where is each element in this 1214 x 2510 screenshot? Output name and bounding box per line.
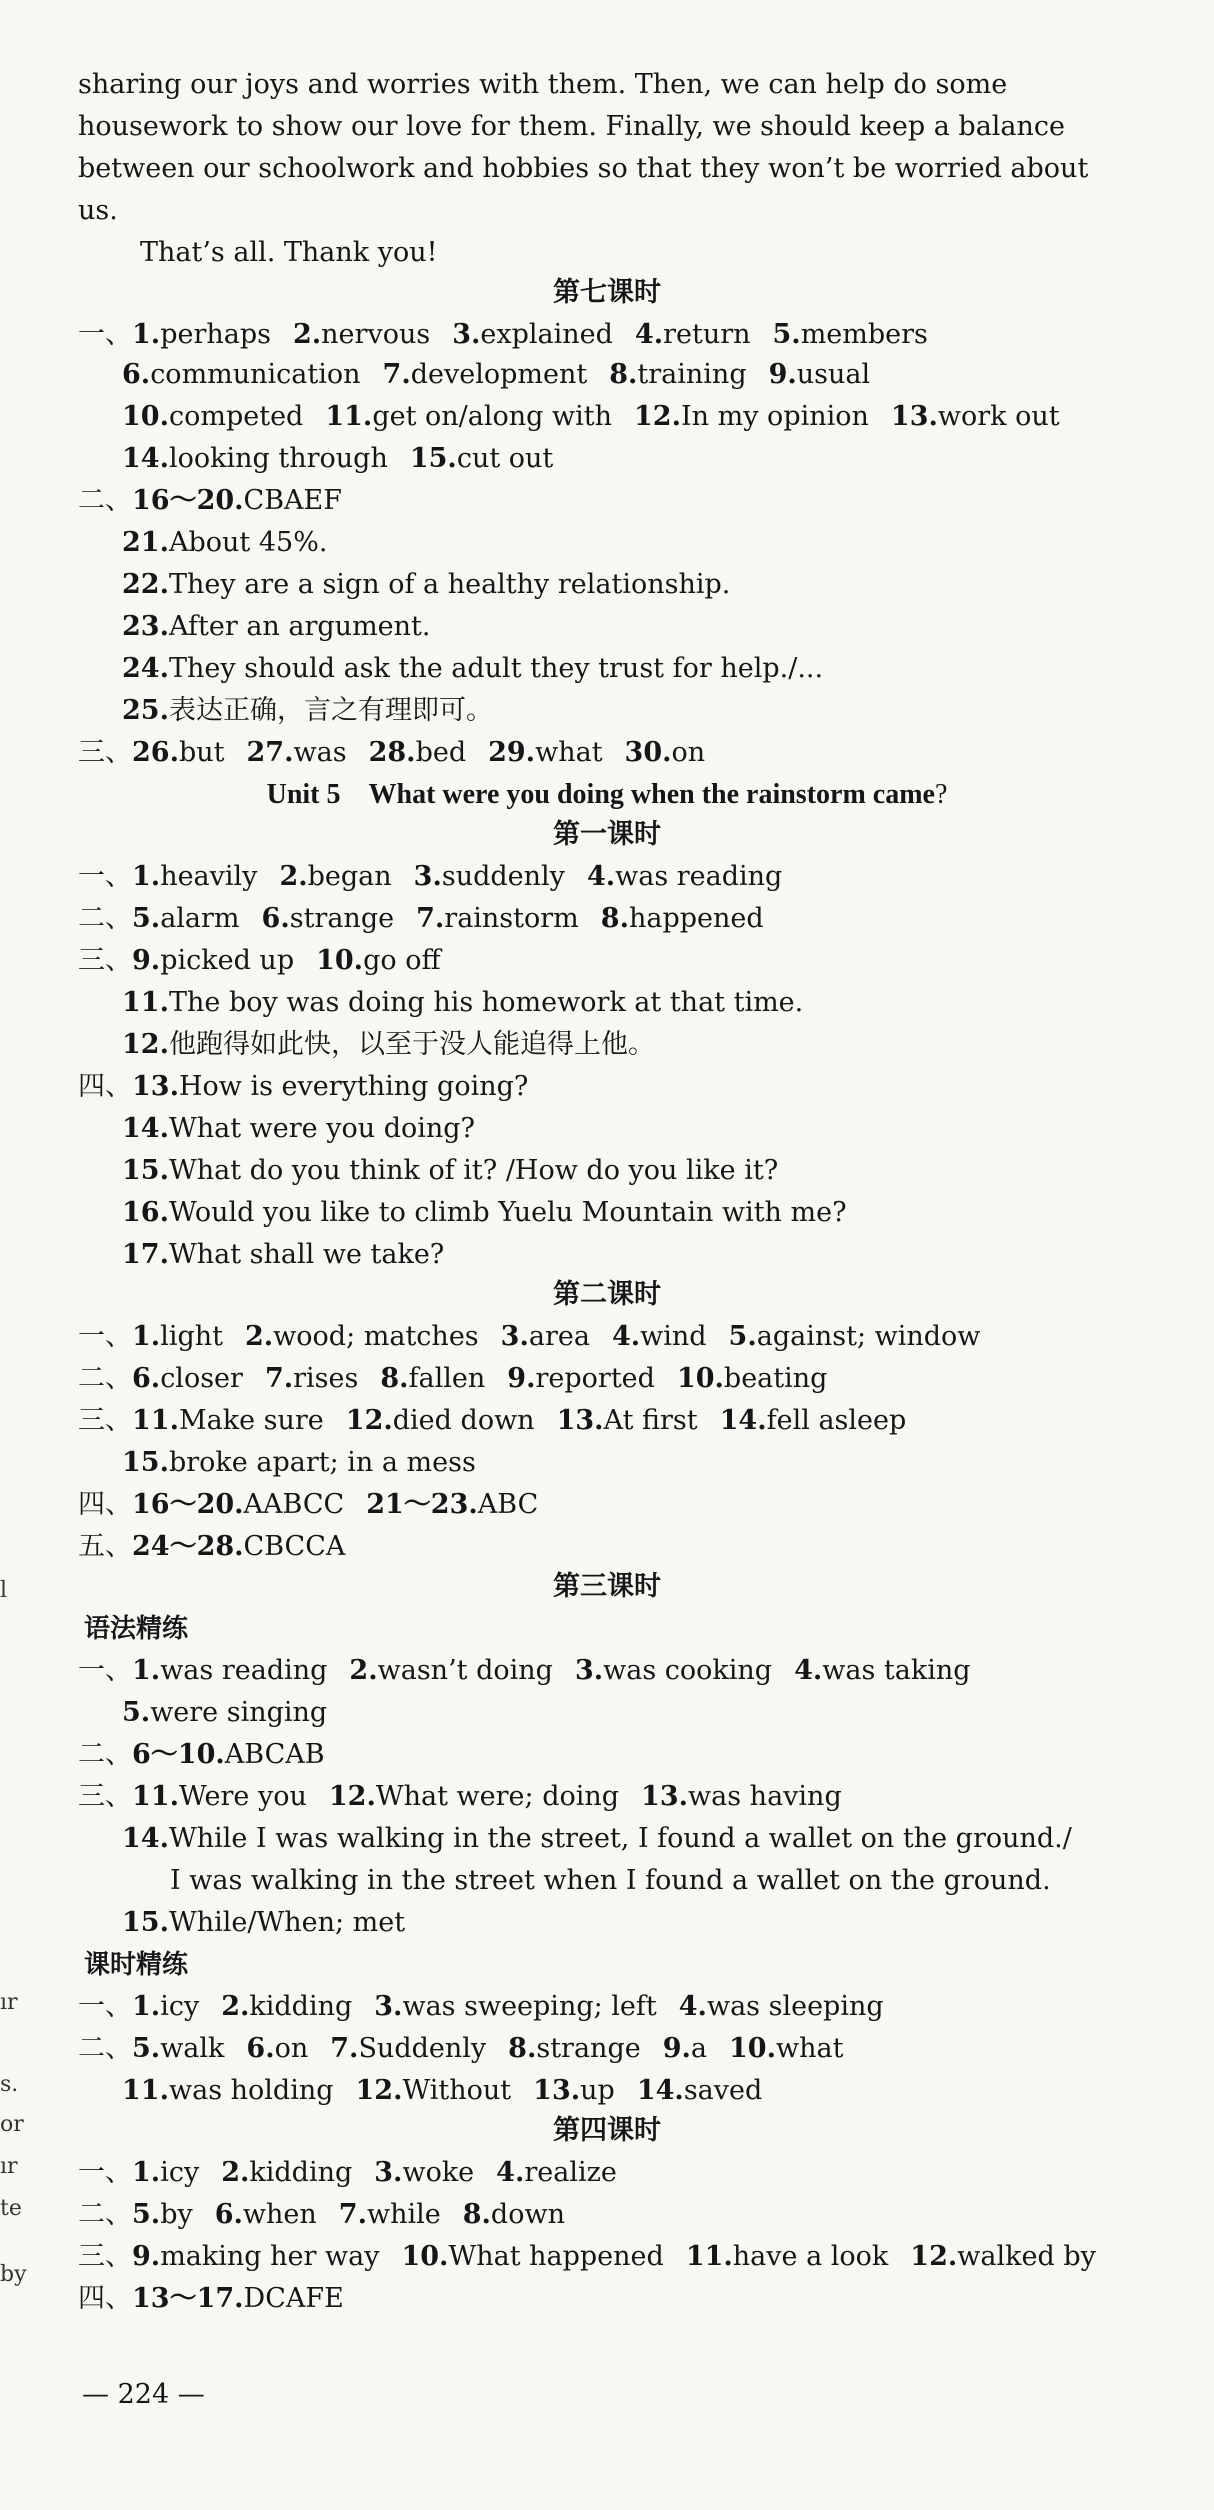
item-num: 6.: [261, 903, 290, 934]
s1-part1: [78, 860, 782, 894]
item-num: 13.: [132, 1071, 179, 1102]
item-ans: While I was walking in the street, I found a wallet on the ground./: [168, 1823, 1072, 1854]
item-ans: have a look: [732, 2241, 889, 2272]
s3-g2: [78, 1738, 325, 1772]
item-ans: happened: [628, 903, 764, 934]
item-ans: a: [690, 2033, 708, 2064]
item-num: 17.: [122, 1239, 169, 1270]
section-heading-lesson7: 第七课时: [553, 277, 661, 308]
item-ans: Were you: [178, 1781, 307, 1812]
item-ans: on: [274, 2033, 309, 2064]
item-ans: The boy was doing his homework at that time.: [168, 987, 804, 1018]
item-ans: fell asleep: [766, 1405, 907, 1436]
item-ans: wood; matches: [273, 1321, 479, 1352]
item-ans: What shall we take?: [168, 1239, 445, 1270]
item-num: 8.: [600, 903, 629, 934]
part-label: 四、: [78, 1489, 132, 1520]
item-num: 5.: [132, 2199, 161, 2230]
s7-part2-range: [78, 484, 342, 518]
s2-part1: [78, 1320, 980, 1354]
item-ans: against; window: [756, 1321, 981, 1352]
item-ans: rainstorm: [444, 903, 579, 934]
item-ans: was cooking: [603, 1655, 773, 1686]
item-ans: work out: [937, 401, 1060, 432]
item-num: 5.: [772, 319, 801, 350]
item-num: 11.: [122, 2075, 169, 2106]
item-ans: 表达正确，言之有理即可。: [168, 695, 493, 726]
unit-title: [0, 778, 1214, 812]
item-num: 5.: [132, 903, 161, 934]
item-num: 11.: [122, 987, 169, 1018]
item-num: 9.: [507, 1363, 536, 1394]
item-ans: when: [242, 2199, 317, 2230]
item-num: 6.: [246, 2033, 275, 2064]
item-num: 2.: [221, 1991, 250, 2022]
item-num: 14.: [636, 2075, 684, 2106]
item-ans: go off: [363, 945, 441, 976]
item-num: 2.: [221, 2157, 250, 2188]
item-ans: Suddenly: [358, 2033, 487, 2064]
item-ans: was taking: [822, 1655, 971, 1686]
range-num: 16～20.: [132, 485, 244, 516]
range-num: 13～17.: [132, 2283, 244, 2314]
item-num: 29.: [488, 737, 536, 768]
item-ans: was holding: [168, 2075, 334, 2106]
item-ans: perhaps: [160, 319, 271, 350]
intro-line-3: between our schoolwork and hobbies so that they won’t be worried about: [78, 153, 1089, 184]
margin-fragment: ır: [0, 2154, 18, 2179]
item-num: 13.: [533, 2075, 581, 2106]
s3-g1: [78, 1654, 971, 1688]
part-label: 四、: [78, 2283, 132, 2314]
part-label: 一、: [78, 1321, 132, 1352]
s1-q14: [122, 1112, 475, 1146]
item-ans: communication: [150, 359, 361, 390]
item-ans: They are a sign of a healthy relationship.: [168, 569, 731, 600]
item-ans: Without: [402, 2075, 512, 2106]
range-ans: DCAFE: [243, 2283, 344, 2314]
item-num: 10.: [676, 1363, 724, 1394]
s3-q14b: I was walking in the street when I found a wallet on the ground.: [170, 1865, 1051, 1896]
item-num: 14.: [719, 1405, 767, 1436]
section-heading-lesson1: 第一课时: [553, 819, 661, 850]
item-ans: icy: [160, 1991, 200, 2022]
item-ans: nervous: [321, 319, 431, 350]
s2-q15: [122, 1446, 476, 1480]
item-num: 2.: [349, 1655, 378, 1686]
part-label: 三、: [78, 945, 132, 976]
item-ans: down: [490, 2199, 565, 2230]
item-ans: was having: [688, 1781, 842, 1812]
part-label: 二、: [78, 1739, 132, 1770]
range-num: 16～20.: [132, 1489, 244, 1520]
item-num: 9.: [132, 2241, 161, 2272]
item-ans: return: [663, 319, 751, 350]
item-ans: 他跑得如此快，以至于没人能追得上他。: [168, 1029, 655, 1060]
item-num: 11.: [132, 1405, 179, 1436]
item-num: 9.: [768, 359, 797, 390]
s7-part1-row3: [122, 400, 1060, 434]
item-ans: wasn’t doing: [377, 1655, 553, 1686]
s1-q15: [122, 1154, 778, 1188]
subheading-grammar: 语法精练: [84, 1614, 189, 1644]
item-num: 13.: [890, 401, 938, 432]
part-label: 一、: [78, 2157, 132, 2188]
item-num: 8.: [462, 2199, 491, 2230]
item-num: 3.: [500, 1321, 529, 1352]
item-num: 12.: [634, 401, 681, 432]
item-num: 12.: [345, 1405, 393, 1436]
item-num: 8.: [508, 2033, 537, 2064]
item-ans: was: [293, 737, 347, 768]
item-num: 28.: [368, 737, 416, 768]
s4-part2: [78, 2198, 565, 2232]
item-num: 3.: [374, 1991, 403, 2022]
item-num: 13.: [641, 1781, 689, 1812]
item-num: 7.: [330, 2033, 359, 2064]
s7-part1-row4: [122, 442, 553, 476]
s1-part2: [78, 902, 764, 936]
item-num: 9.: [662, 2033, 691, 2064]
item-num: 15.: [122, 1907, 169, 1938]
s3-g1-row2: [122, 1696, 327, 1730]
item-ans: kidding: [249, 1991, 353, 2022]
s2-part5: [78, 1530, 345, 1564]
item-ans: area: [528, 1321, 590, 1352]
item-num: 2.: [279, 861, 308, 892]
s3-k1: [78, 1990, 884, 2024]
item-num: 1.: [132, 2157, 161, 2188]
item-num: 15.: [122, 1447, 169, 1478]
item-ans: development: [410, 359, 588, 390]
item-ans: walk: [160, 2033, 225, 2064]
part-label: 二、: [78, 2033, 132, 2064]
item-ans: what: [776, 2033, 844, 2064]
item-num: 15.: [409, 443, 457, 474]
range-num: 6～10.: [132, 1739, 225, 1770]
part-label: 一、: [78, 319, 132, 350]
item-num: 4.: [634, 319, 664, 350]
item-num: 11.: [132, 1781, 179, 1812]
item-num: 22.: [122, 569, 169, 600]
s7-q22: [122, 568, 730, 602]
item-ans: walked by: [957, 2241, 1096, 2272]
item-ans: while: [366, 2199, 441, 2230]
item-num: 12.: [355, 2075, 403, 2106]
item-num: 1.: [132, 1321, 161, 1352]
item-ans: What happened: [448, 2241, 664, 2272]
item-ans: was sleeping: [706, 1991, 884, 2022]
item-ans: competed: [168, 401, 304, 432]
item-ans: fallen: [408, 1363, 486, 1394]
s7-q21: [122, 526, 327, 560]
page-number: — 224 —: [82, 2379, 205, 2410]
s7-part1-row1: [78, 318, 928, 352]
item-ans: began: [307, 861, 392, 892]
item-num: 8.: [380, 1363, 409, 1394]
margin-fragment: te: [0, 2196, 22, 2221]
item-num: 11.: [325, 401, 373, 432]
item-ans: on: [671, 737, 706, 768]
s2-part3: [78, 1404, 906, 1438]
item-ans: was reading: [160, 1655, 328, 1686]
item-ans: light: [160, 1321, 223, 1352]
range-ans: AABCC: [243, 1489, 345, 1520]
part-label: 三、: [78, 2241, 132, 2272]
item-ans: While/When; met: [168, 1907, 406, 1938]
item-num: 23.: [122, 611, 169, 642]
item-num: 5.: [728, 1321, 757, 1352]
s1-part3: [78, 944, 441, 978]
item-ans: What do you think of it? /How do you like it?: [168, 1155, 779, 1186]
item-ans: kidding: [249, 2157, 353, 2188]
range-ans: ABC: [477, 1489, 539, 1520]
part-label: 一、: [78, 861, 132, 892]
item-num: 2.: [244, 1321, 274, 1352]
item-ans: icy: [160, 2157, 200, 2188]
unit-title-qmark: ?: [934, 779, 948, 810]
item-ans: broke apart; in a mess: [168, 1447, 476, 1478]
item-ans: was reading: [615, 861, 783, 892]
item-num: 24.: [122, 653, 169, 684]
section-heading-lesson3: 第三课时: [553, 1571, 661, 1602]
intro-closing: That’s all. Thank you!: [140, 237, 438, 268]
item-num: 4.: [496, 2157, 525, 2188]
item-ans: picked up: [160, 945, 295, 976]
item-num: 14.: [122, 1823, 169, 1854]
s1-q12: [122, 1028, 655, 1062]
s7-q25: [122, 694, 493, 728]
item-num: 6.: [122, 359, 151, 390]
range-ans: CBAEF: [243, 485, 342, 516]
item-num: 6.: [214, 2199, 243, 2230]
item-num: 14.: [122, 443, 169, 474]
item-ans: but: [178, 737, 225, 768]
item-num: 4.: [794, 1655, 823, 1686]
item-num: 27.: [246, 737, 294, 768]
range-ans: CBCCA: [243, 1531, 346, 1562]
item-num: 16.: [122, 1197, 169, 1228]
item-num: 7.: [382, 359, 411, 390]
item-num: 5.: [132, 2033, 161, 2064]
margin-fragment: by: [0, 2262, 27, 2287]
s7-q23: [122, 610, 430, 644]
margin-fragment: l: [0, 1578, 8, 1603]
item-ans: were singing: [150, 1697, 328, 1728]
item-ans: reported: [535, 1363, 655, 1394]
s4-part4: [78, 2282, 344, 2316]
item-num: 11.: [685, 2241, 733, 2272]
item-num: 5.: [122, 1697, 151, 1728]
subheading-practice: 课时精练: [84, 1950, 189, 1980]
item-ans: suddenly: [441, 861, 565, 892]
item-num: 1.: [132, 861, 161, 892]
item-ans: alarm: [160, 903, 240, 934]
s1-q11: [122, 986, 803, 1020]
item-num: 3.: [574, 1655, 604, 1686]
item-num: 2.: [292, 319, 322, 350]
item-num: 14.: [122, 1113, 169, 1144]
item-ans: making her way: [160, 2241, 380, 2272]
item-num: 12.: [122, 1029, 169, 1060]
item-num: 12.: [328, 1781, 376, 1812]
item-num: 10.: [122, 401, 169, 432]
part-label: 一、: [78, 1991, 132, 2022]
item-num: 26.: [132, 737, 179, 768]
s7-part1-row2: [122, 358, 870, 392]
range-num: 21～23.: [366, 1489, 478, 1520]
intro-line-1: sharing our joys and worries with them. Then, we can help do some: [78, 69, 1008, 100]
item-ans: Make sure: [178, 1405, 324, 1436]
part-label: 二、: [78, 485, 132, 516]
item-ans: beating: [723, 1363, 828, 1394]
item-num: 1.: [132, 1655, 161, 1686]
item-num: 21.: [122, 527, 169, 558]
s2-part2: [78, 1362, 827, 1396]
item-ans: bed: [415, 737, 467, 768]
item-num: 3.: [413, 861, 442, 892]
section-heading-lesson4: 第四课时: [553, 2115, 661, 2146]
item-num: 10.: [316, 945, 364, 976]
item-ans: strange: [289, 903, 395, 934]
item-ans: strange: [536, 2033, 641, 2064]
range-ans: ABCAB: [224, 1739, 325, 1770]
part-label: 一、: [78, 1655, 132, 1686]
item-num: 3.: [452, 319, 481, 350]
s1-part4-q13: [78, 1070, 528, 1104]
item-ans: up: [580, 2075, 615, 2106]
item-ans: rises: [293, 1363, 359, 1394]
part-label: 三、: [78, 737, 132, 768]
item-ans: woke: [402, 2157, 475, 2188]
item-ans: In my opinion: [680, 401, 869, 432]
part-label: 三、: [78, 1781, 132, 1812]
item-ans: How is everything going?: [178, 1071, 529, 1102]
item-num: 10.: [729, 2033, 776, 2064]
item-ans: explained: [480, 319, 613, 350]
item-num: 15.: [122, 1155, 169, 1186]
item-num: 3.: [374, 2157, 403, 2188]
s1-q17: [122, 1238, 444, 1272]
margin-fragment: ır: [0, 1990, 18, 2015]
item-num: 9.: [132, 945, 161, 976]
item-num: 7.: [416, 903, 445, 934]
s3-q15: [122, 1906, 405, 1940]
item-ans: saved: [683, 2075, 763, 2106]
item-num: 12.: [910, 2241, 958, 2272]
section-heading-lesson2: 第二课时: [553, 1279, 661, 1310]
s7-q24: [122, 652, 823, 686]
s3-k2-row2: [122, 2074, 762, 2108]
s2-part4: [78, 1488, 538, 1522]
item-ans: get on/along with: [372, 401, 612, 432]
part-label: 三、: [78, 1405, 132, 1436]
range-num: 24～28.: [132, 1531, 244, 1562]
item-num: 1.: [132, 319, 161, 350]
item-num: 6.: [132, 1363, 161, 1394]
item-num: 13.: [556, 1405, 604, 1436]
s4-part3: [78, 2240, 1096, 2274]
item-num: 4.: [586, 861, 616, 892]
item-ans: heavily: [160, 861, 258, 892]
item-ans: At first: [603, 1405, 698, 1436]
part-label: 二、: [78, 1363, 132, 1394]
part-label: 四、: [78, 1071, 132, 1102]
part-label: 二、: [78, 903, 132, 934]
item-ans: What were; doing: [375, 1781, 620, 1812]
item-num: 4.: [678, 1991, 707, 2022]
item-num: 7.: [264, 1363, 294, 1394]
item-num: 30.: [624, 737, 672, 768]
s7-part3: [78, 736, 705, 770]
s3-g3: [78, 1780, 842, 1814]
item-ans: cut out: [456, 443, 554, 474]
item-ans: by: [160, 2199, 193, 2230]
part-label: 二、: [78, 2199, 132, 2230]
item-ans: training: [637, 359, 747, 390]
intro-line-2: housework to show our love for them. Finally, we should keep a balance: [78, 111, 1066, 142]
item-num: 4.: [611, 1321, 641, 1352]
item-ans: looking through: [168, 443, 388, 474]
s3-q14a: [122, 1822, 1072, 1856]
item-ans: After an argument.: [168, 611, 431, 642]
margin-fragment: or: [0, 2112, 24, 2137]
unit-title-text: Unit 5 What were you doing when the rainstorm came: [266, 779, 935, 810]
s4-part1: [78, 2156, 617, 2190]
item-num: 7.: [338, 2199, 367, 2230]
item-num: 25.: [122, 695, 169, 726]
intro-line-4: us.: [78, 195, 118, 226]
s3-k2: [78, 2032, 843, 2066]
item-ans: About 45%.: [168, 527, 328, 558]
item-ans: wind: [640, 1321, 707, 1352]
margin-fragment: s.: [0, 2072, 19, 2097]
item-num: 10.: [401, 2241, 449, 2272]
item-ans: died down: [392, 1405, 535, 1436]
s1-q16: [122, 1196, 847, 1230]
item-ans: was sweeping; left: [402, 1991, 657, 2022]
item-ans: what: [535, 737, 603, 768]
item-ans: usual: [796, 359, 871, 390]
item-num: 1.: [132, 1991, 161, 2022]
item-ans: closer: [160, 1363, 243, 1394]
item-ans: What were you doing?: [168, 1113, 476, 1144]
item-num: 8.: [609, 359, 638, 390]
item-ans: realize: [524, 2157, 617, 2188]
item-ans: They should ask the adult they trust for help./...: [168, 653, 824, 684]
part-label: 五、: [78, 1531, 132, 1562]
item-ans: members: [800, 319, 928, 350]
item-ans: Would you like to climb Yuelu Mountain with me?: [168, 1197, 847, 1228]
